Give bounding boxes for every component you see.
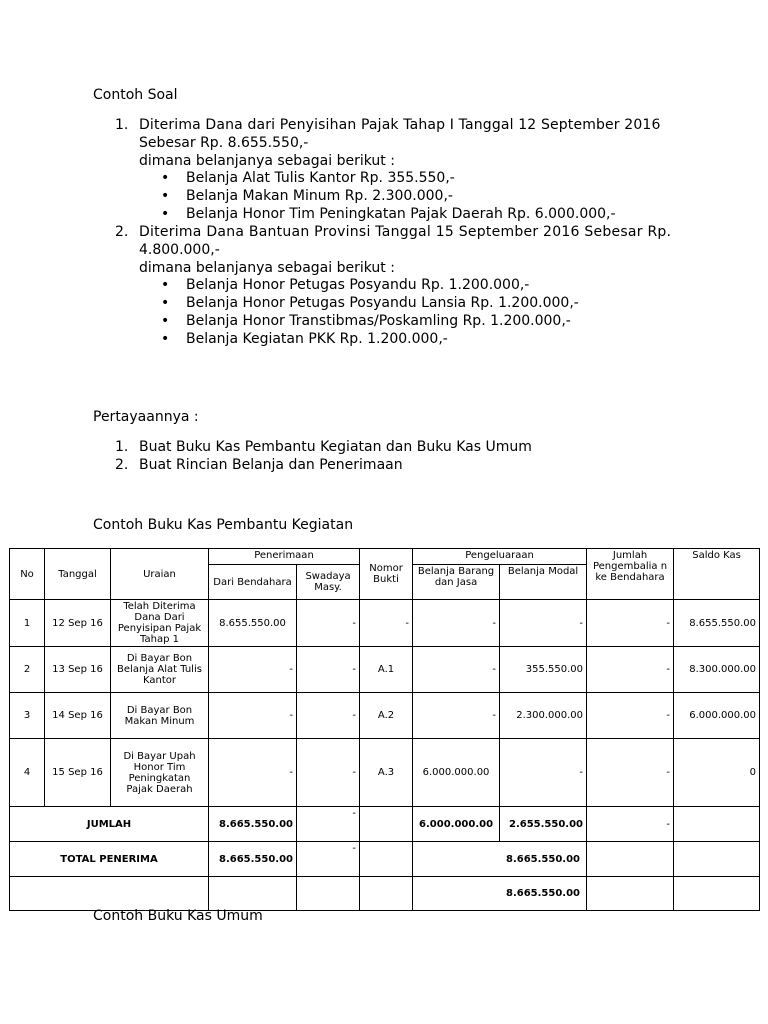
item-text: dimana belanjanya sebagai berikut : [139,153,395,169]
cell-tanggal: 15 Sep 16 [45,739,111,807]
last-row-pengeluaran: 8.665.550.00 [413,877,587,911]
heading-buku-kas-pembantu: Contoh Buku Kas Pembantu Kegiatan [93,517,354,533]
cell-belanja-barang: 6.000.000.00 [413,739,500,807]
cell-saldo-kas: 8.300.000.00 [674,647,760,693]
cell-pengembalian: - [587,600,674,647]
last-row [10,877,760,911]
cell-nomor-bukti: A.2 [360,693,413,739]
header-nomor-bukti: Nomor Bukti [360,549,413,600]
buku-kas-table [9,548,760,911]
cell-uraian: Telah Diterima Dana Dari Penyisipan Pajak Tahap 1 [111,600,209,647]
total-penerima-saldo [674,842,760,877]
cell-tanggal: 13 Sep 16 [45,647,111,693]
bullet-icon: • [161,313,170,329]
cell-pengembalian: - [587,739,674,807]
bullet-text: Belanja Kegiatan PKK Rp. 1.200.000,- [186,331,448,347]
cell-belanja-modal: - [500,600,587,647]
header-belanja-barang: Belanja Barang dan Jasa [413,565,500,600]
cell-uraian: Di Bayar Upah Honor Tim Peningkatan Pajak Daerah [111,739,209,807]
cell-nomor-bukti: - [360,600,413,647]
bullet-icon: • [161,277,170,293]
bullet-text: Belanja Makan Minum Rp. 2.300.000,- [186,188,453,204]
header-belanja-modal: Belanja Modal [500,565,587,600]
header-pengeluaran: Pengeluaraan [413,549,587,565]
cell-swadaya: - [297,739,360,807]
cell-belanja-barang: - [413,693,500,739]
table-row [10,693,760,739]
cell-tanggal: 14 Sep 16 [45,693,111,739]
cell-belanja-barang: - [413,647,500,693]
bullet-text: Belanja Honor Petugas Posyandu Rp. 1.200.000,- [186,277,530,293]
header-uraian: Uraian [111,549,209,600]
header-tanggal: Tanggal [45,549,111,600]
item-text: Diterima Dana dari Penyisihan Pajak Tahap I Tanggal 12 September 2016 [139,117,661,133]
cell-uraian: Di Bayar Bon Makan Minum [111,693,209,739]
table-header-row [10,549,760,565]
jumlah-dari-bendahara: 8.665.550.00 [209,807,297,842]
list-number: 1. [115,117,129,133]
cell-saldo-kas: 6.000.000.00 [674,693,760,739]
jumlah-swadaya: - [297,807,360,842]
list-number: 1. [115,439,129,455]
last-row-saldo [674,877,760,911]
jumlah-nomor-bukti [360,807,413,842]
cell-no: 3 [10,693,45,739]
total-penerima-swadaya: - [297,842,360,877]
jumlah-belanja-barang: 6.000.000.00 [413,807,500,842]
cell-swadaya: - [297,600,360,647]
cell-no: 1 [10,600,45,647]
cell-no: 2 [10,647,45,693]
cell-dari-bendahara: - [209,739,297,807]
question-text: Buat Rincian Belanja dan Penerimaan [139,457,403,473]
header-saldo-kas: Saldo Kas [674,549,760,600]
cell-no: 4 [10,739,45,807]
cell-saldo-kas: 0 [674,739,760,807]
cell-swadaya: - [297,647,360,693]
item-text: 4.800.000,- [139,242,220,258]
cell-belanja-modal: 2.300.000.00 [500,693,587,739]
jumlah-belanja-modal: 2.655.550.00 [500,807,587,842]
last-row-label [10,877,209,911]
bullet-icon: • [161,295,170,311]
cell-dari-bendahara: - [209,693,297,739]
table-row [10,600,760,647]
item-text: dimana belanjanya sebagai berikut : [139,260,395,276]
jumlah-label: JUMLAH [10,807,209,842]
question-text: Buat Buku Kas Pembantu Kegiatan dan Buku Kas Umum [139,439,532,455]
bullet-icon: • [161,206,170,222]
cell-nomor-bukti: A.3 [360,739,413,807]
total-penerima-label: TOTAL PENERIMA [10,842,209,877]
last-row-dari [209,877,297,911]
bullet-text: Belanja Alat Tulis Kantor Rp. 355.550,- [186,170,455,186]
cell-pengembalian: - [587,693,674,739]
cell-swadaya: - [297,693,360,739]
bullet-icon: • [161,331,170,347]
header-no: No [10,549,45,600]
cell-belanja-barang: - [413,600,500,647]
last-row-pengembalian [587,877,674,911]
item-text: Sebesar Rp. 8.655.550,- [139,135,309,151]
cell-uraian: Di Bayar Bon Belanja Alat Tulis Kantor [111,647,209,693]
cell-dari-bendahara: - [209,647,297,693]
bullet-text: Belanja Honor Tim Peningkatan Pajak Daerah Rp. 6.000.000,- [186,206,616,222]
cell-belanja-modal: - [500,739,587,807]
bullet-text: Belanja Honor Transtibmas/Poskamling Rp. 1.200.000,- [186,313,571,329]
total-penerima-pengembalian [587,842,674,877]
bullet-text: Belanja Honor Petugas Posyandu Lansia Rp. 1.200.000,- [186,295,579,311]
jumlah-row [10,807,760,842]
cell-nomor-bukti: A.1 [360,647,413,693]
table-row [10,739,760,807]
cell-tanggal: 12 Sep 16 [45,600,111,647]
bullet-icon: • [161,188,170,204]
header-jumlah-pengembalian: Jumlah Pengembalia n ke Bendahara [587,549,674,600]
cell-dari-bendahara: 8.655.550.00 [209,600,297,647]
jumlah-saldo-kas [674,807,760,842]
jumlah-pengembalian: - [587,807,674,842]
list-number: 2. [115,457,129,473]
last-row-swadaya [297,877,360,911]
cell-pengembalian: - [587,647,674,693]
heading-buku-kas-umum: Contoh Buku Kas Umum [93,908,263,924]
item-text: Diterima Dana Bantuan Provinsi Tanggal 15 September 2016 Sebesar Rp. [139,224,672,240]
header-swadaya: Swadaya Masy. [297,565,360,600]
list-number: 2. [115,224,129,240]
header-dari-bendahara: Dari Bendahara [209,565,297,600]
heading-contoh-soal: Contoh Soal [93,87,178,103]
header-penerimaan: Penerimaan [209,549,360,565]
last-row-bukti [360,877,413,911]
bullet-icon: • [161,170,170,186]
table-row [10,647,760,693]
cell-saldo-kas: 8.655.550.00 [674,600,760,647]
heading-pertanyaan: Pertayaannya : [93,409,199,425]
cell-belanja-modal: 355.550.00 [500,647,587,693]
total-penerima-bukti [360,842,413,877]
total-pengeluaran: 8.665.550.00 [413,842,587,877]
total-penerima-dari: 8.665.550.00 [209,842,297,877]
total-penerima-row [10,842,760,877]
